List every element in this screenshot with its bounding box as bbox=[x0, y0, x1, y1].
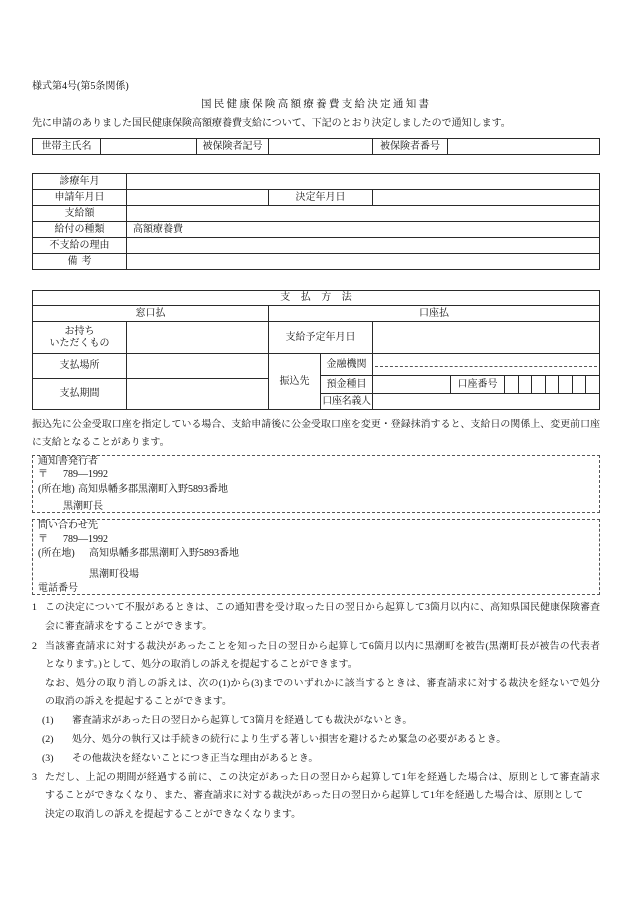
items-to-bring-label-line-2: いただくもの bbox=[49, 337, 110, 349]
inquiry-phone-label: 電話番号 bbox=[38, 583, 78, 594]
remarks-label: 備考 bbox=[32, 253, 127, 270]
deposit-type-field bbox=[372, 375, 451, 394]
items-to-bring-label-line-1: お持ち bbox=[64, 325, 95, 337]
note-2-supplement-line-2: の取消の訴えを提起することができます。 bbox=[45, 696, 232, 707]
decision-date-label: 決定年月日 bbox=[268, 189, 373, 206]
insured-symbol-label: 被保険者記号 bbox=[196, 138, 269, 155]
inquiry-box bbox=[32, 519, 600, 595]
condition-3-text: その他裁決を経ないことにつき正当な理由があるとき。 bbox=[72, 753, 319, 764]
note-1-line-2: 会に審査請求をすることができます。 bbox=[45, 621, 213, 632]
issuer-postal-mark: 〒 bbox=[38, 469, 48, 480]
note-3-line-1: ただし、上記の期間が経過する前に、この決定があった日の翌日から起算して1年を経過した場合は、原則として審査請求 bbox=[45, 772, 600, 783]
scheduled-payment-date-field bbox=[372, 321, 600, 354]
issuer-heading: 通知書発行者 bbox=[38, 456, 98, 467]
non-payment-reason-label: 不支給の理由 bbox=[32, 237, 127, 254]
application-date-field bbox=[126, 189, 269, 206]
payment-place-label: 支払場所 bbox=[32, 353, 127, 379]
public-account-note-line-2: に支給となることがあります。 bbox=[32, 437, 170, 448]
payment-period-label: 支払期間 bbox=[32, 378, 127, 410]
householder-name-label: 世帯主氏名 bbox=[32, 138, 101, 155]
account-number-digit-box bbox=[585, 375, 600, 394]
issuer-postal-code: 789—1992 bbox=[63, 469, 108, 480]
intro-text: 先に申請のありました国民健康保険高額療養費支給について、下記のとおり決定しましたので通知します。 bbox=[32, 118, 511, 129]
document-title: 国民健康保険高額療養費支給決定通知書 bbox=[200, 99, 432, 110]
account-number-label: 口座番号 bbox=[450, 375, 505, 394]
treatment-month-label: 診療年月 bbox=[32, 173, 127, 190]
inquiry-heading: 問い合わせ先 bbox=[38, 520, 98, 531]
account-holder-label: 口座名義人 bbox=[320, 393, 373, 410]
condition-2-number: (2) bbox=[42, 734, 54, 745]
condition-2-text: 処分、処分の執行又は手続きの続行により生ずる著しい損害を避けるため緊急の必要があるとき。 bbox=[72, 734, 507, 745]
account-number-digit-box bbox=[504, 375, 519, 394]
inquiry-postal-mark: 〒 bbox=[38, 534, 48, 545]
note-3-number: 3 bbox=[32, 772, 37, 783]
inquiry-address: 高知県幡多郡黒潮町入野5893番地 bbox=[89, 548, 239, 559]
issuer-box bbox=[32, 455, 600, 513]
application-date-label: 申請年月日 bbox=[32, 189, 127, 206]
condition-1-number: (1) bbox=[42, 715, 54, 726]
condition-3-number: (3) bbox=[42, 753, 54, 764]
insured-number-label: 被保険者番号 bbox=[372, 138, 448, 155]
treatment-month-field bbox=[126, 173, 600, 190]
account-number-digit-box bbox=[572, 375, 586, 394]
payment-place-field bbox=[126, 353, 269, 379]
note-3-line-3: 決定の取消しの訴えを提起することができなくなります。 bbox=[45, 809, 301, 820]
note-2-line-1: 当該審査請求に対する裁決があったことを知った日の翌日から起算して6箇月以内に黒潮町を被告(黒潮町長が被告の代表者 bbox=[45, 641, 600, 652]
note-2-number: 2 bbox=[32, 641, 37, 652]
account-number-digit-box bbox=[531, 375, 546, 394]
financial-institution-label: 金融機関 bbox=[320, 353, 373, 376]
account-payment-label: 口座払 bbox=[268, 305, 600, 322]
account-number-digit-box bbox=[518, 375, 532, 394]
issuer-name: 黒潮町長 bbox=[63, 501, 103, 512]
insured-symbol-field bbox=[268, 138, 373, 155]
insured-number-field bbox=[447, 138, 600, 155]
scheduled-payment-date-label: 支給予定年月日 bbox=[268, 321, 373, 354]
payment-period-field bbox=[126, 378, 269, 410]
public-account-note-line-1: 振込先に公金受取口座を指定している場合、支給申請後に公金受取口座を変更・登録抹消すると、支給日の関係上、変更前口座 bbox=[32, 419, 600, 430]
deposit-type-label: 預金種目 bbox=[320, 375, 373, 394]
payment-amount-field bbox=[126, 205, 600, 222]
account-number-digit-box bbox=[558, 375, 573, 394]
note-2-supplement-line-1: なお、処分の取り消しの訴えは、次の(1)から(3)までのいずれかに該当するときは、審査請求に対する裁決を経ないで処分 bbox=[45, 678, 600, 689]
issuer-address: 高知県幡多郡黒潮町入野5893番地 bbox=[78, 484, 228, 495]
inquiry-postal-code: 789—1992 bbox=[63, 534, 108, 545]
remarks-field bbox=[126, 253, 600, 270]
issuer-address-label: (所在地) bbox=[38, 484, 75, 495]
items-to-bring-field bbox=[126, 321, 269, 354]
payment-amount-label: 支給額 bbox=[32, 205, 127, 222]
account-holder-field bbox=[372, 393, 600, 410]
account-number-digit-box bbox=[545, 375, 559, 394]
financial-institution-field bbox=[372, 353, 600, 376]
householder-name-field bbox=[100, 138, 197, 155]
non-payment-reason-field bbox=[126, 237, 600, 254]
inquiry-office: 黒潮町役場 bbox=[89, 569, 139, 580]
payment-method-heading: 支 払 方 法 bbox=[32, 290, 600, 306]
benefit-type-value: 高額療養費 bbox=[126, 221, 600, 238]
inquiry-address-label: (所在地) bbox=[38, 548, 75, 559]
benefit-type-label: 給付の種類 bbox=[32, 221, 127, 238]
counter-payment-label: 窓口払 bbox=[32, 305, 269, 322]
form-number: 様式第4号(第5条関係) bbox=[32, 81, 129, 92]
note-2-line-2: となります。)として、処分の取消しの訴えを提起することができます。 bbox=[45, 659, 358, 670]
condition-1-text: 審査請求があった日の翌日から起算して3箇月を経過しても裁決がないとき。 bbox=[72, 715, 413, 726]
financial-institution-dotted-line bbox=[375, 366, 597, 367]
items-to-bring-label bbox=[32, 321, 127, 354]
note-1-line-1: この決定について不服があるときは、この通知書を受け取った日の翌日から起算して3箇月以内に、高知県国民健康保険審査 bbox=[45, 602, 600, 613]
note-3-line-2: することができなくなり、また、審査請求に対する裁決があった日の翌日から起算して1年を経過した場合は、原則として bbox=[45, 790, 584, 801]
note-1-number: 1 bbox=[32, 602, 37, 613]
decision-date-field bbox=[372, 189, 600, 206]
transfer-destination-label: 振込先 bbox=[268, 353, 321, 410]
